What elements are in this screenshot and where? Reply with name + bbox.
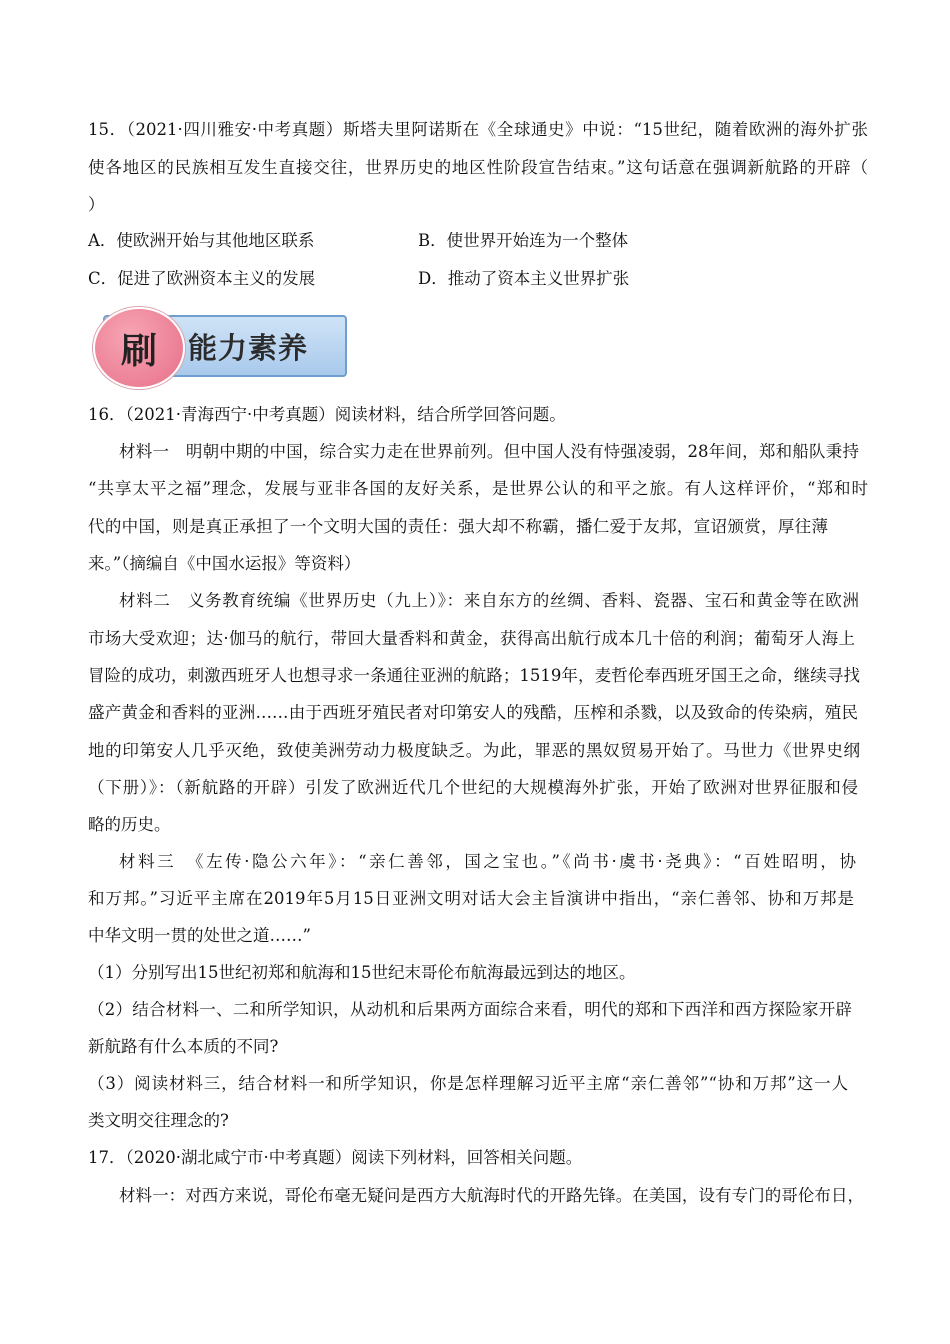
q15-option-b: B．使世界开始连为一个整体: [418, 231, 629, 250]
q16-material2-line: （下册）》：（新航路的开辟）引发了欧洲近代几个世纪的大规模海外扩张，开始了欧洲对世界征服和侵: [88, 778, 858, 797]
q16-material2-line: 地的印第安人几乎灭绝，致使美洲劳动力极度缺乏。为此，罪恶的黑奴贸易开始了。马世力《世界史纲: [88, 741, 860, 760]
q15-stem-line-3: ）: [88, 195, 105, 214]
q15-option-c: C．促进了欧洲资本主义的发展: [88, 269, 316, 288]
q16-material3-line: 和万邦。”习近平主席在2019年5月15日亚洲文明对话大会主旨演讲中指出，“亲仁善邻、协和万邦是: [88, 889, 854, 908]
q16-subquestion-2-cont: 新航路有什么本质的不同?: [88, 1037, 279, 1056]
q16-material1-line: 代的中国，则是真正承担了一个文明大国的责任：强大却不称霸，播仁爱于友邦，宣诏颁赏，厚往薄: [88, 517, 828, 536]
q16-material1-line: 来。”（摘编自《中国水运报》等资料）: [88, 554, 361, 573]
q16-subquestion-1: （1）分别写出15世纪初郑和航海和15世纪末哥伦布航海最远到达的地区。: [88, 963, 636, 982]
q16-subquestion-3-cont: 类文明交往理念的?: [88, 1111, 229, 1130]
q16-material1-line: “共享太平之福”理念，发展与亚非各国的友好关系，是世界公认的和平之旅。有人这样评价，“郑和时: [88, 479, 868, 498]
q16-material1-line: 材料一 明朝中期的中国，综合实力走在世界前列。但中国人没有恃强凌弱，28年间，郑和船队秉持: [119, 442, 859, 461]
q16-subquestion-2: （2）结合材料一、二和所学知识，从动机和后果两方面综合来看，明代的郑和下西洋和西方探险家开辟: [88, 1000, 852, 1019]
q16-material2-line: 市场大受欢迎；达·伽马的航行，带回大量香料和黄金，获得高出航行成本几十倍的利润；葡萄牙人海上: [88, 629, 855, 648]
q16-material2-line: 盛产黄金和香料的亚洲……由于西班牙殖民者对印第安人的残酷，压榨和杀戮，以及致命的传染病，殖民: [88, 703, 858, 722]
q15-option-d: D．推动了资本主义世界扩张: [418, 269, 630, 288]
banner-title: 能力素养: [188, 331, 309, 365]
q17-intro: 17．（2020·湖北咸宁市·中考真题）阅读下列材料，回答相关问题。: [88, 1148, 583, 1167]
q16-material3-line: 材料三 《左传·隐公六年》：“亲仁善邻，国之宝也。”《尚书·虞书·尧典》：“百姓昭明，协: [119, 852, 856, 871]
q15-option-a: A．使欧洲开始与其他地区联系: [88, 231, 315, 250]
q16-intro: 16．（2021·青海西宁·中考真题）阅读材料，结合所学回答问题。: [88, 405, 566, 424]
q15-stem-line-1: 15．（2021·四川雅安·中考真题）斯塔夫里阿诺斯在《全球通史》中说：“15世纪，随着欧洲的海外扩张: [88, 120, 868, 139]
q16-material2-line: 冒险的成功，刺激西班牙人也想寻求一条通往亚洲的航路；1519年，麦哲伦奉西班牙国王之命，继续寻找: [88, 666, 860, 685]
q16-material2-line: 材料二 义务教育统编《世界历史（九上）》：来自东方的丝绸、香料、瓷器、宝石和黄金等在欧洲: [119, 591, 859, 610]
q16-material2-line: 略的历史。: [88, 815, 171, 834]
q15-stem-line-2: 使各地区的民族相互发生直接交往，世界历史的地区性阶段宣告结束。”这句话意在强调新航路的开辟（: [88, 158, 868, 177]
q17-material1-line: 材料一：对西方来说，哥伦布毫无疑问是西方大航海时代的开路先锋。在美国，设有专门的哥伦布日，: [119, 1186, 864, 1205]
banner-char: 刷: [120, 331, 157, 372]
q16-material3-line: 中华文明一贯的处世之道……”: [88, 926, 311, 945]
section-banner: [93, 313, 349, 380]
q16-subquestion-3: （3）阅读材料三，结合材料一和所学知识，你是怎样理解习近平主席“亲仁善邻”“协和万邦”这一人: [88, 1074, 848, 1093]
